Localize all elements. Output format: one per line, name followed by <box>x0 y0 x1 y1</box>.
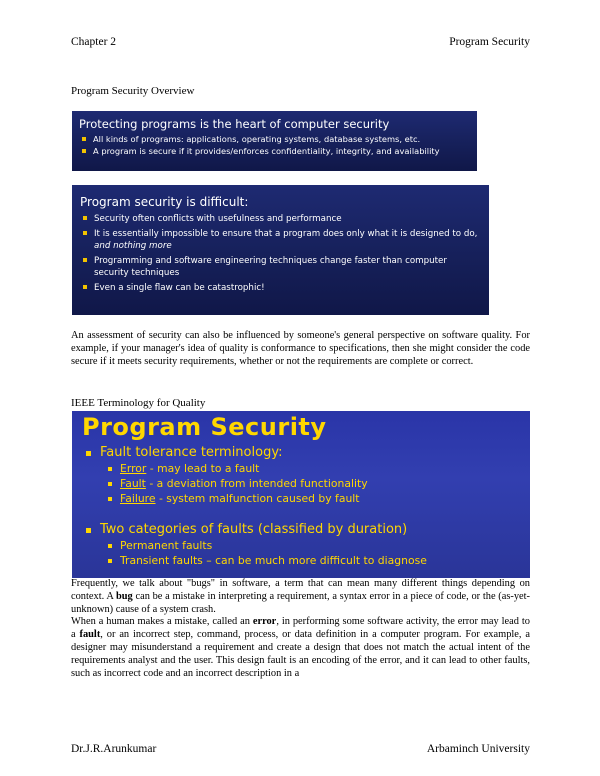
footer-author: Dr.J.R.Arunkumar <box>71 743 157 755</box>
slide2-bullet <box>80 228 481 252</box>
slide2-bullet: Programming and software engineering techniques change faster than computer security techniques <box>80 255 481 279</box>
para2-text: can be a mistake in interpreting a requirement, a syntax error in a piece of code, or the (as-yet-unknown) cause of a system crash. <box>71 590 531 615</box>
slide3-desc: - a deviation from intended functionality <box>145 477 368 490</box>
slide3-term: Failure <box>120 492 156 505</box>
para2-bold-error: error <box>252 616 277 628</box>
slide2-bullet: Security often conflicts with usefulness and performance <box>80 213 481 225</box>
slide1-bullet: A program is secure if it provides/enforces confidentiality, integrity, and availability <box>79 146 470 156</box>
slide-fault-terminology <box>72 411 530 578</box>
para2-text: Frequently, we talk about "bugs" in software, a term that can mean many different things depending on context. A <box>71 578 530 602</box>
header-chapter: Chapter 2 <box>71 36 117 48</box>
paragraph-bugs <box>71 578 530 680</box>
slide3-item <box>82 477 520 490</box>
slide3-item: Transient faults – can be much more difficult to diagnose <box>82 554 520 567</box>
slide3-desc: - system malfunction caused by fault <box>155 492 360 505</box>
slide2-bullet: Even a single flaw can be catastrophic! <box>80 282 481 294</box>
slide3-item <box>82 462 520 475</box>
slide-program-security-difficult <box>72 185 489 315</box>
slide2-title: Program security is difficult: <box>80 195 249 209</box>
slide-protecting-programs <box>72 111 477 171</box>
slide1-bullet: All kinds of programs: applications, operating systems, database systems, etc. <box>79 134 470 144</box>
section-title-overview: Program Security Overview <box>71 85 195 97</box>
footer-university: Arbaminch University <box>426 743 530 755</box>
slide3-item <box>82 492 520 505</box>
paragraph-assessment: An assessment of security can also be influenced by someone's general perspective on software quality. For example, if your manager's idea of quality is conformance to specifications, then she might consider the code secure if it meets security requirements, whether or not the requirements are complete or correct. <box>71 330 530 367</box>
slide1-title: Protecting programs is the heart of computer security <box>79 117 390 131</box>
slide3-section: Fault tolerance terminology: <box>82 445 520 460</box>
slide3-title: Program Security <box>82 413 327 441</box>
slide2-bullet-text: It is essentially impossible to ensure that a program does only what it is designed to do, <box>94 229 478 239</box>
para2-text: , or an incorrect step, command, process, or data definition in a computer program. For example, a designer may misunderstand a requirement and create a design that does not match the actual intent of the requirements analyst and the user. This design fault is an encoding of the error, and it can lead to other faults, such as incorrect code and an incorrect description in a <box>71 629 530 679</box>
slide3-item: Permanent faults <box>82 539 520 552</box>
slide2-bullet-emphasis: and nothing more <box>94 241 172 251</box>
para2-text: , in performing some software activity, the error may lead to a <box>71 616 530 641</box>
para2-bold-fault: fault <box>79 629 101 641</box>
para2-bold-bug: bug <box>115 590 133 602</box>
para2-text: When a human makes a mistake, called an <box>71 616 253 628</box>
slide3-desc: - may lead to a fault <box>146 462 260 475</box>
slide3-term: Error <box>120 462 147 475</box>
section-title-ieee: IEEE Terminology for Quality <box>71 397 206 409</box>
slide3-term: Fault <box>120 477 146 490</box>
slide3-section: Two categories of faults (classified by duration) <box>82 522 520 537</box>
header-title: Program Security <box>449 36 530 48</box>
